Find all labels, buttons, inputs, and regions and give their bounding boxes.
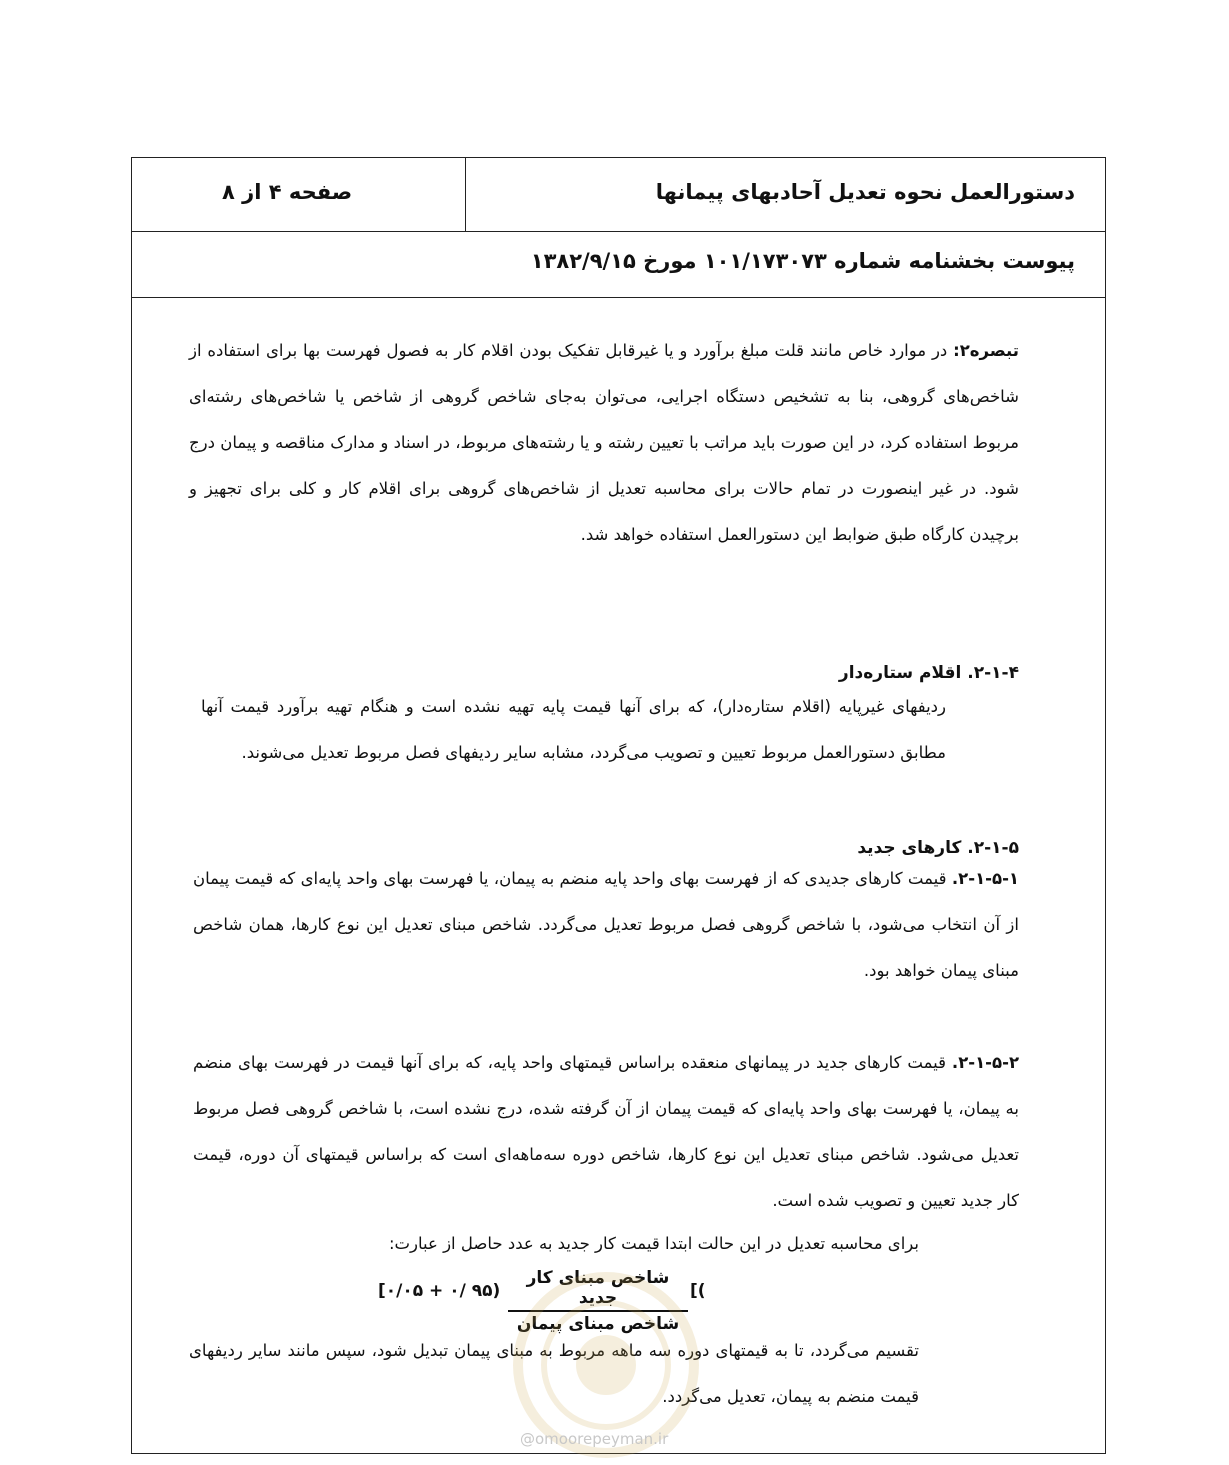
watermark-text: @omoorepeyman.ir <box>520 1430 669 1448</box>
after-formula-text: تقسیم می‌گردد، تا به قیمتهای دوره سه ماهه مربوط به مبنای پیمان تبدیل شود، سپس مانند سایر ردیفهای قیمت منضم به پیمان، تعدیل می‌گردد. <box>189 1341 919 1406</box>
item-2-1-5-2-text: قیمت کارهای جدید در پیمانهای منعقده براساس قیمتهای واحد پایه، که برای آنها قیمت در فهرست بهای منضم به پیمان، یا فهرست بهای واحد پایه‌ای که قیمت پیمان از آن گرفته شده، درج نشده است، با شاخص گروهی فصل مربوط تعدیل می‌شود. شاخص مبنای تعدیل این نوع کارها، شاخص دوره سه‌ماهه‌ای است که براساس قیمتهای آن دوره، قیمت کار جدید تعیین و تصویب شده است. <box>193 1053 1019 1210</box>
formula-coefficients: [۰/۰۵ + ۰/ ۹۵) <box>378 1281 501 1301</box>
section-2-1-4-text: ردیفهای غیرپایه (اقلام ستاره‌دار)، که برای آنها قیمت پایه تهیه نشده است و هنگام تهیه برآورد قیمت آنها مطابق دستورالعمل مربوط تعیین و تصویب می‌گردد، مشابه سایر ردیفهای فصل مربوط تعدیل می‌شوند. <box>201 697 946 762</box>
formula-denominator: شاخص مبنای پیمان <box>516 1314 680 1334</box>
document-title: دستورالعمل نحوه تعدیل آحادبهای پیمانها <box>655 180 1075 204</box>
attachment-reference: پیوست بخشنامه شماره ۱۰۱/۱۷۳۰۷۳ مورخ ۱۳۸۲/۹/۱۵ <box>530 249 1075 273</box>
section-heading-2-1-4: ۲-۱-۴. اقلام ستاره‌دار <box>838 663 1019 683</box>
attachment-row <box>132 232 1105 298</box>
formula-numerator: شاخص مبنای کار جدید <box>508 1268 688 1312</box>
note-2-text: در موارد خاص مانند قلت مبلغ برآورد و یا غیرقابل تفکیک بودن اقلام کار به فصول فهرست بها برای استفاده از شاخص‌های گروهی، بنا به تشخیص دستگاه اجرایی، می‌توان به‌جای شاخص گروهی از شاخص یا شاخص‌های رشته‌ای مربوط استفاده کرد، در این صورت باید مراتب با تعیین رشته و یا رشته‌های مربوط، در اسناد و مدارک مناقصه و پیمان درج شود. در غیر اینصورت در تمام حالات برای محاسبه تعدیل از شاخص‌های گروهی برای اقلام کار و کلی برای تجهیز و برچیدن کارگاه طبق ضوابط این دستورالعمل استفاده خواهد شد. <box>189 341 1019 544</box>
item-2-1-5-1-text: قیمت کارهای جدیدی که از فهرست بهای واحد پایه منضم به پیمان، یا فهرست بهای واحد پایه‌ای که قیمت پیمان از آن انتخاب می‌شود، با شاخص گروهی فصل مربوط تعدیل می‌گردد. شاخص مبنای تعدیل این نوع کارها، همان شاخص مبنای پیمان خواهد بود. <box>193 869 1019 980</box>
note-2 <box>189 328 1019 558</box>
formula-open-bracket: [( <box>690 1281 706 1301</box>
item-2-1-5-2-label: ۲-۱-۵-۲. <box>951 1053 1020 1072</box>
page-number: صفحه ۴ از ۸ <box>222 180 353 204</box>
header-divider <box>465 158 466 232</box>
header-row <box>132 158 1105 232</box>
item-2-1-5-1-label: ۲-۱-۵-۱. <box>951 869 1019 888</box>
formula-intro: برای محاسبه تعدیل در این حالت ابتدا قیمت کار جدید به عدد حاصل از عبارت: <box>388 1234 919 1253</box>
section-heading-2-1-5: ۲-۱-۵. کارهای جدید <box>857 838 1019 858</box>
item-2-1-5-1 <box>193 856 1019 994</box>
note-2-label: تبصره۲: <box>953 341 1019 360</box>
item-2-1-5-2 <box>193 1040 1019 1224</box>
